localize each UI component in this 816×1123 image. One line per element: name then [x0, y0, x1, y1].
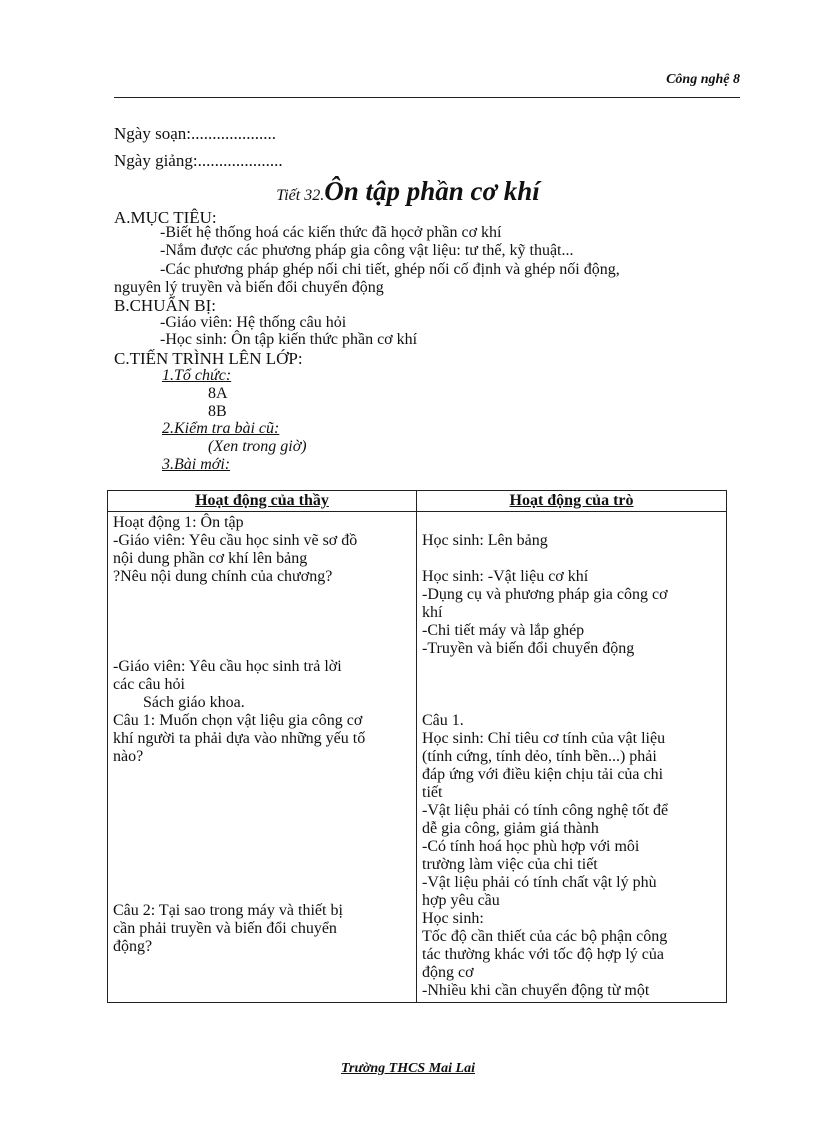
answer-1: dễ gia công, giảm giá thành [422, 820, 599, 837]
answer-2-label: Học sinh: [422, 910, 484, 927]
question-1: Câu 1: Muốn chọn vật liệu gia công cơ [113, 712, 363, 729]
homework-check-step: 2.Kiểm tra bài cũ: [162, 420, 280, 437]
teacher-instruction: nội dung phần cơ khí lên bảng [113, 550, 308, 567]
teacher-instruction: -Giáo viên: Yêu cầu học sinh trả lời [113, 658, 342, 675]
answer-1: trường làm việc của chi tiết [422, 856, 598, 873]
student-response: khí [422, 604, 443, 621]
question-2: động? [113, 938, 153, 955]
new-lesson-step: 3.Bài mới: [162, 456, 231, 473]
column-header-teacher: Hoạt động của thầy [108, 491, 417, 512]
student-response: -Dụng cụ và phương pháp gia công cơ [422, 586, 668, 603]
prep-date: Ngày soạn:.................... [114, 124, 276, 143]
answer-2: tác thường khác với tốc độ hợp lý của [422, 946, 664, 963]
section-b-heading: B.CHUẨN BỊ: [114, 296, 217, 315]
footer-school: Trường THCS Mai Lai [340, 1061, 475, 1076]
table-header-row [108, 491, 727, 512]
section-a-heading: A.MỤC TIÊU: [114, 208, 217, 227]
preparation-item: -Giáo viên: Hệ thống câu hỏi [160, 314, 347, 331]
spacer [113, 766, 411, 902]
teacher-activity-cell [108, 512, 417, 1003]
student-response: -Truyền và biến đổi chuyển động [422, 640, 635, 657]
header-subject: Công nghệ 8 [666, 72, 740, 87]
teacher-question: ?Nêu nội dung chính của chương? [113, 568, 333, 585]
spacer [113, 586, 411, 658]
section-c-heading: C.TIẾN TRÌNH LÊN LỚP: [114, 349, 303, 368]
answer-2: Tốc độ cần thiết của các bộ phận công [422, 928, 668, 945]
student-activity-cell [417, 512, 727, 1003]
class-8b: 8B [208, 403, 227, 420]
question-1: khí người ta phải dựa vào những yếu tố [113, 730, 366, 747]
textbook-note: Sách giáo khoa. [143, 694, 245, 711]
teach-date: Ngày giảng:.................... [114, 151, 283, 170]
answer-1-label: Câu 1. [422, 712, 464, 729]
objective-item: -Nắm được các phương pháp gia công vật liệu: tư thế, kỹ thuật... [160, 242, 574, 259]
lesson-name: Ôn tập phần cơ khí [324, 176, 540, 206]
lesson-number: Tiết 32. [276, 187, 325, 204]
spacer [422, 658, 721, 712]
column-header-student: Hoạt động của trò [417, 491, 727, 512]
homework-check-note: (Xen trong giờ) [208, 438, 307, 455]
answer-1: tiết [422, 784, 443, 801]
organization-step: 1.Tổ chức: [162, 367, 232, 384]
answer-1: -Vật liệu phải có tính công nghệ tốt để [422, 802, 669, 819]
student-response: Học sinh: -Vật liệu cơ khí [422, 568, 589, 585]
answer-1: -Có tính hoá học phù hợp với môi [422, 838, 640, 855]
student-response: -Chi tiết máy và lắp ghép [422, 622, 585, 639]
teacher-instruction: -Giáo viên: Yêu cầu học sinh vẽ sơ đồ [113, 532, 358, 549]
preparation-item: -Học sinh: Ôn tập kiến thức phần cơ khí [160, 331, 418, 348]
answer-1: đáp ứng với điều kiện chịu tải của chi [422, 766, 664, 783]
lesson-title [0, 176, 816, 207]
table-row [108, 512, 727, 1003]
class-8a: 8A [208, 385, 228, 402]
student-response: Học sinh: Lên bảng [422, 532, 548, 549]
answer-2: -Nhiều khi cần chuyển động từ một [422, 982, 650, 999]
objective-item: nguyên lý truyền và biến đổi chuyển động [114, 279, 384, 296]
teacher-instruction: các câu hỏi [113, 676, 185, 693]
answer-1: hợp yêu cầu [422, 892, 500, 909]
spacer [422, 514, 721, 532]
answer-1: -Vật liệu phải có tính chất vật lý phù [422, 874, 657, 891]
spacer [422, 550, 721, 568]
question-1: nào? [113, 748, 144, 765]
answer-2: động cơ [422, 964, 474, 981]
objective-item: -Các phương pháp ghép nối chi tiết, ghép nối cố định và ghép nối động, [160, 261, 620, 278]
answer-1: (tính cứng, tính dẻo, tính bền...) phải [422, 748, 657, 765]
header-divider [114, 97, 740, 98]
answer-1: Học sinh: Chỉ tiêu cơ tính của vật liệu [422, 730, 666, 747]
question-2: cần phải truyền và biến đổi chuyển [113, 920, 337, 937]
question-2: Câu 2: Tại sao trong máy và thiết bị [113, 902, 343, 919]
activity-table [107, 490, 727, 1003]
objective-item: -Biết hệ thống hoá các kiến thức đã họcở phần cơ khí [160, 224, 502, 241]
activity-label: Hoạt động 1: Ôn tập [113, 514, 244, 531]
